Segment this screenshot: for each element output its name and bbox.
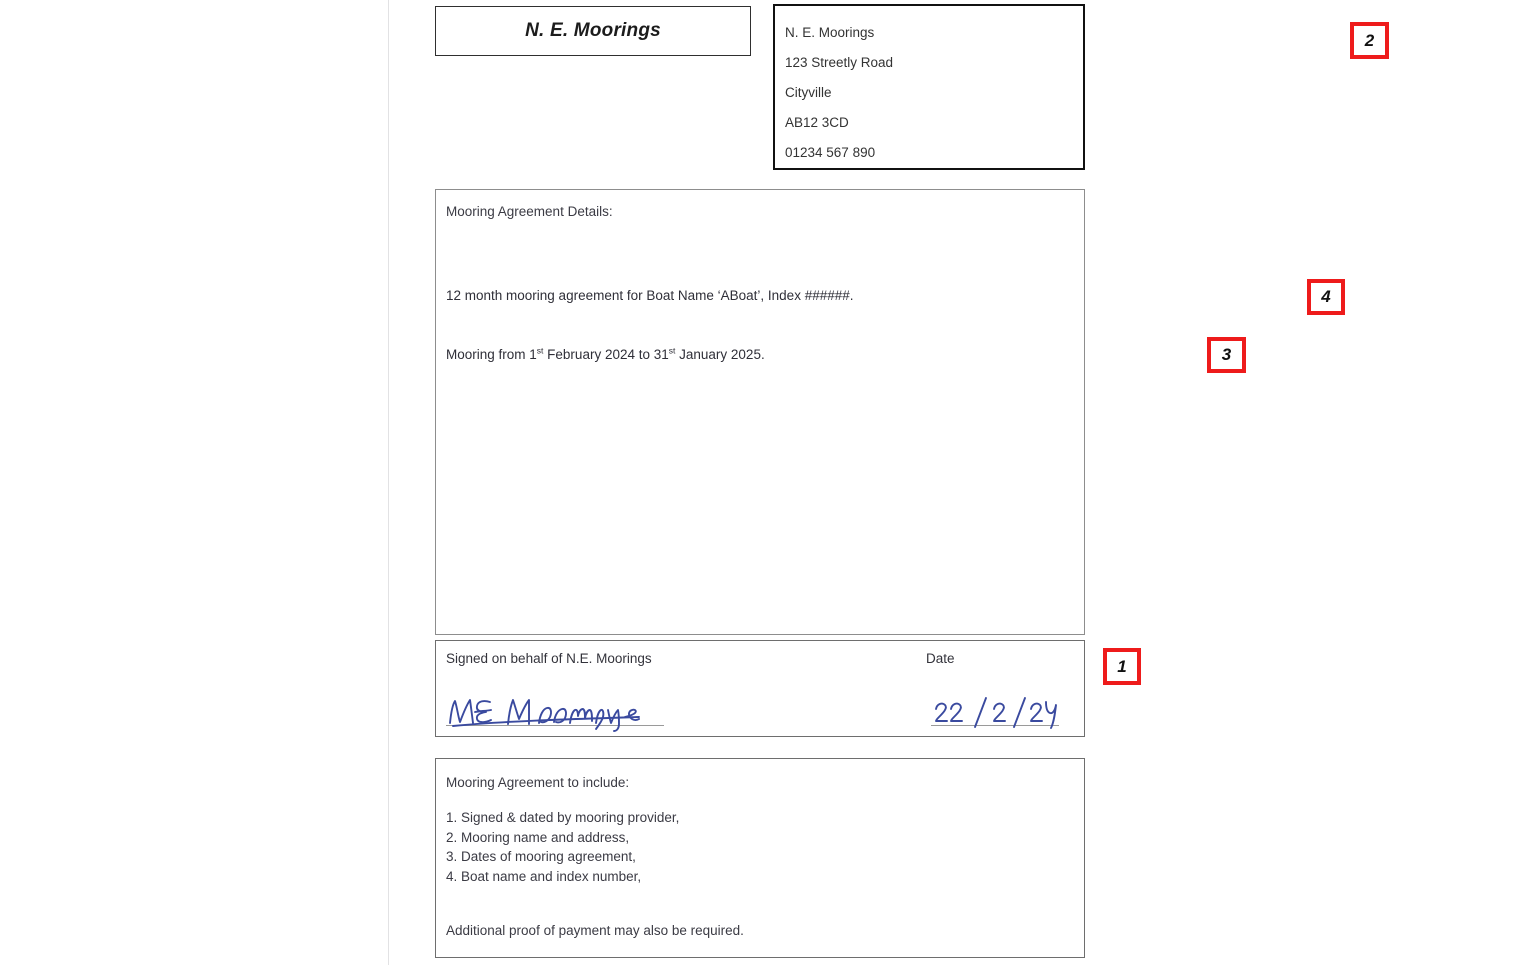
handwritten-signature	[444, 693, 674, 733]
agreement-dates-line	[446, 347, 765, 362]
checklist-heading: Mooring Agreement to include:	[446, 775, 630, 790]
date-rule	[931, 725, 1059, 726]
signature-rule	[446, 725, 664, 726]
annotation-marker-2: 2	[1350, 22, 1389, 59]
letterhead-title: N. E. Moorings	[525, 20, 661, 41]
handwritten-date	[930, 693, 1060, 733]
list-item: 1. Signed & dated by mooring provider,	[446, 810, 680, 825]
dates-ordinal-2: st	[668, 345, 676, 356]
list-item: 2. Mooring name and address,	[446, 829, 630, 845]
letterhead-box	[435, 6, 751, 56]
dates-ordinal-1: st	[536, 345, 544, 356]
page-gutter-rule	[388, 0, 389, 965]
list-item: 4. Boat name and index number,	[446, 868, 642, 884]
checklist-box	[435, 758, 1085, 958]
address-line-city: Cityville	[785, 85, 832, 100]
agreement-boat-line: 12 month mooring agreement for Boat Name ‘ABoat’, Index ######.	[446, 288, 854, 303]
dates-part-2: February 2024 to 31	[543, 347, 669, 362]
annotation-marker-1: 1	[1103, 648, 1141, 685]
annotation-marker-3: 3	[1207, 337, 1246, 373]
address-line-postcode: AB12 3CD	[785, 115, 849, 130]
annotation-marker-4: 4	[1307, 279, 1345, 315]
date-label: Date	[926, 651, 955, 666]
address-line-street: 123 Streetly Road	[785, 55, 894, 70]
dates-part-1: Mooring from 1	[446, 347, 537, 362]
list-item: 3. Dates of mooring agreement,	[446, 849, 636, 864]
agreement-details-heading: Mooring Agreement Details:	[446, 204, 613, 219]
address-line-name: N. E. Moorings	[785, 25, 875, 40]
signature-box	[435, 640, 1085, 737]
agreement-details-box	[435, 189, 1085, 635]
dates-part-3: January 2025.	[675, 347, 765, 362]
checklist-items	[446, 808, 679, 886]
document-sheet	[435, 0, 1375, 965]
address-line-phone: 01234 567 890	[785, 145, 876, 160]
signed-on-behalf-label: Signed on behalf of N.E. Moorings	[446, 651, 652, 666]
address-box	[773, 4, 1085, 170]
checklist-footnote: Additional proof of payment may also be required.	[446, 923, 744, 938]
